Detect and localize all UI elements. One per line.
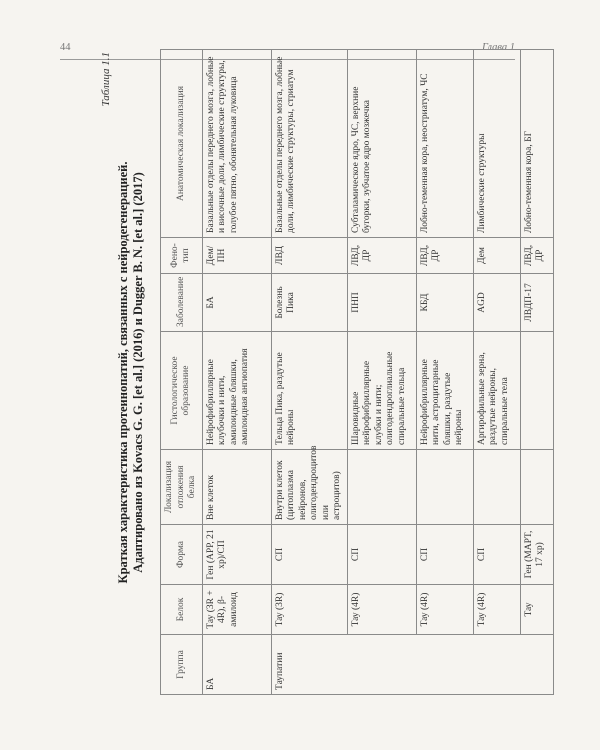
- cell-histology: [520, 332, 553, 450]
- table-row: [520, 50, 553, 695]
- cell-phenotype: ЛВД, ДР: [520, 238, 553, 274]
- cell-phenotype: ЛВД, ДР: [416, 238, 473, 274]
- table-row: [416, 50, 473, 695]
- proteinopathy-table: [160, 49, 554, 695]
- cell-phenotype: Дем/ПН: [202, 238, 271, 274]
- rotated-table-block: [100, 50, 545, 695]
- col-header-anatomy: Анатомическая локализация: [161, 50, 203, 238]
- cell-phenotype: ЛВД, ДР: [347, 238, 416, 274]
- cell-location: [473, 450, 520, 525]
- col-header-phenotype: Фено-тип: [161, 238, 203, 274]
- col-header-form: Форма: [161, 525, 203, 585]
- caption-line-2: Адаптировано из Kovacs G. G. [et al.] (2016) и Dugger B. N. [et al.] (2017): [131, 172, 145, 573]
- col-header-group: Группа: [161, 635, 203, 695]
- cell-location: [347, 450, 416, 525]
- cell-form: СП: [473, 525, 520, 585]
- cell-protein: Тау (4R): [416, 585, 473, 635]
- table-row: [473, 50, 520, 695]
- cell-disease: Болезнь Пика: [271, 274, 347, 332]
- col-header-disease: Заболевание: [161, 274, 203, 332]
- cell-protein: Тау (4R): [473, 585, 520, 635]
- cell-form: СП: [416, 525, 473, 585]
- page-number: 44: [60, 42, 71, 53]
- cell-location: Внутри клеток (цитоплазма нейронов, олигодендроцитов или астроцитов): [271, 450, 347, 525]
- cell-form: СП: [271, 525, 347, 585]
- table-header-row: [161, 50, 203, 695]
- col-header-location: Локализация отложения белка: [161, 450, 203, 525]
- table-row: [202, 50, 271, 695]
- table-caption: [116, 50, 146, 695]
- cell-disease: БА: [202, 274, 271, 332]
- cell-location: Вне клеток: [202, 450, 271, 525]
- table-row: [347, 50, 416, 695]
- table-row: [271, 50, 347, 695]
- cell-form: Ген (APP, 21 хр)/СП: [202, 525, 271, 585]
- cell-location: [520, 450, 553, 525]
- cell-form: СП: [347, 525, 416, 585]
- cell-disease: ЛВДП-17: [520, 274, 553, 332]
- cell-protein: Тау (4R): [347, 585, 416, 635]
- cell-disease: КБД: [416, 274, 473, 332]
- cell-anatomy: Субталамическое ядро, ЧС, верхние бугорки, зубчатое ядро мозжечка: [347, 50, 416, 238]
- cell-anatomy: Базальные отделы переднего мозга, лобные и височные доли, лимбические структуры, голубое пятно, обонятельная луковица: [202, 50, 271, 238]
- cell-histology: Тельца Пика, раздутые нейроны: [271, 332, 347, 450]
- chapter-title: Глава 1: [482, 42, 515, 53]
- col-header-protein: Белок: [161, 585, 203, 635]
- cell-anatomy: Лобно-теменная кора, БГ: [520, 50, 553, 238]
- cell-protein: Тау: [520, 585, 553, 635]
- cell-anatomy: Лимбические структуры: [473, 50, 520, 238]
- cell-histology: Аргирофильные зерна, раздутые нейроны, спиральные тела: [473, 332, 520, 450]
- cell-anatomy: Базальные отделы переднего мозга, лобные доли, лимбические структуры, стриатум: [271, 50, 347, 238]
- cell-form: Ген (MAPT, 17 хр): [520, 525, 553, 585]
- col-header-histology: Гистологическое образование: [161, 332, 203, 450]
- cell-phenotype: ЛВД: [271, 238, 347, 274]
- cell-anatomy: Лобно-теменная кора, неостриатум, ЧС: [416, 50, 473, 238]
- cell-protein: Тау (3R): [271, 585, 347, 635]
- cell-phenotype: Дем: [473, 238, 520, 274]
- cell-disease: AGD: [473, 274, 520, 332]
- cell-histology: Нейрофибриллярные клубочки и нити, амилоидные бляшки, амилоидная ангиопатия: [202, 332, 271, 450]
- cell-location: [416, 450, 473, 525]
- cell-disease: ПНП: [347, 274, 416, 332]
- cell-group: БА: [202, 635, 271, 695]
- cell-group: Таупатии: [271, 635, 553, 695]
- cell-histology: Шаровидные нейрофибриллярные клубки и нити; олигодендроглиальные спиральные тельца: [347, 332, 416, 450]
- cell-protein: Тау (3R + 4R), β-амилоид: [202, 585, 271, 635]
- cell-histology: Нейрофибриллярные нити, астроцитарные бляшки, раздутые нейроны: [416, 332, 473, 450]
- caption-line-1: Краткая характеристика протеинопатий, связанных с нейродегенерацией.: [116, 161, 130, 584]
- table-number: Таблица 1.1: [100, 52, 112, 107]
